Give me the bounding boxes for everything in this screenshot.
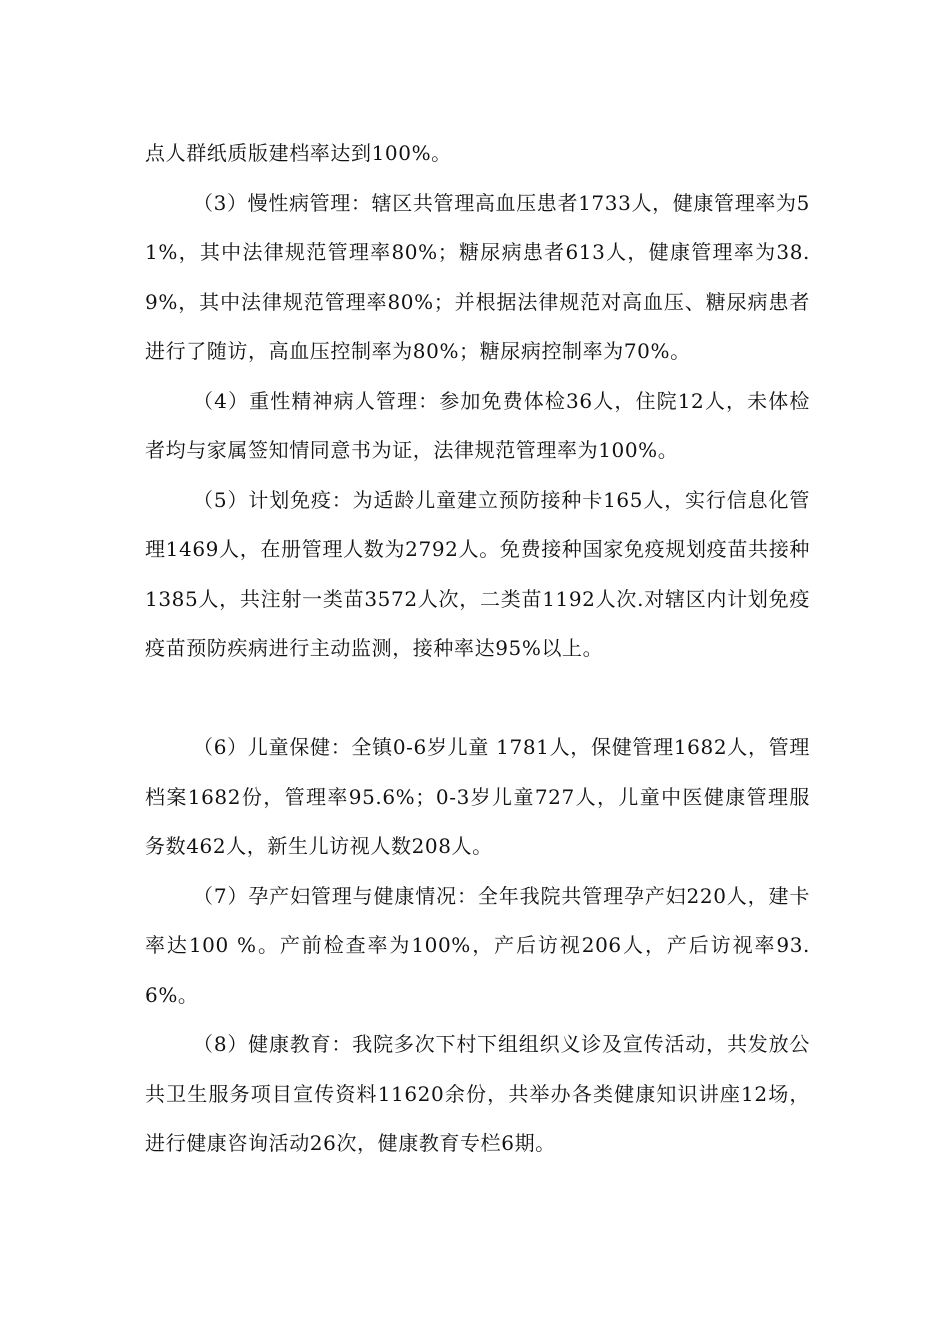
- paragraph-continuation: 点人群纸质版建档率达到100%。: [145, 141, 452, 165]
- paragraph-child-health: （6）儿童保健：全镇0-6岁儿童 1781人，保健管理1682人，管理档案1682份，管理率95.6%；0-3岁儿童727人，儿童中医健康管理服务数462人，新生儿访视人数208人。: [145, 735, 810, 858]
- paragraph-maternal-health: （7）孕产妇管理与健康情况：全年我院共管理孕产妇220人，建卡率达100 %。产前检查率为100%，产后访视206人，产后访视率93.6%。: [145, 883, 810, 1007]
- blank-line: [145, 674, 810, 724]
- paragraph-mental-illness: （4）重性精神病人管理：参加免费体检36人，住院12人，未体检者均与家属签知情同意书为证，法律规范管理率为100%。: [145, 388, 810, 462]
- paragraph-health-education: （8）健康教育：我院多次下村下组组织义诊及宣传活动，共发放公共卫生服务项目宣传资料11620余份，共举办各类健康知识讲座12场，进行健康咨询活动26次，健康教育专栏6期。: [145, 1032, 810, 1155]
- paragraph-immunization: （5）计划免疫：为适龄儿童建立预防接种卡165人，实行信息化管理1469人，在册管理人数为2792人。免费接种国家免疫规划疫苗共接种1385人，共注射一类苗3572人次，二类苗1192人次.对辖区内计划免疫疫苗预防疾病进行主动监测，接种率达95%以上。: [145, 487, 810, 660]
- paragraph-chronic-disease: （3）慢性病管理：辖区共管理高血压患者1733人，健康管理率为51%，其中法律规范管理率80%；糖尿病患者613人，健康管理率为38.9%，其中法律规范管理率80%；并根据法律规范对高血压、糖尿病患者进行了随访，高血压控制率为80%；糖尿病控制率为70%。: [145, 190, 810, 363]
- document-body: [145, 129, 810, 1169]
